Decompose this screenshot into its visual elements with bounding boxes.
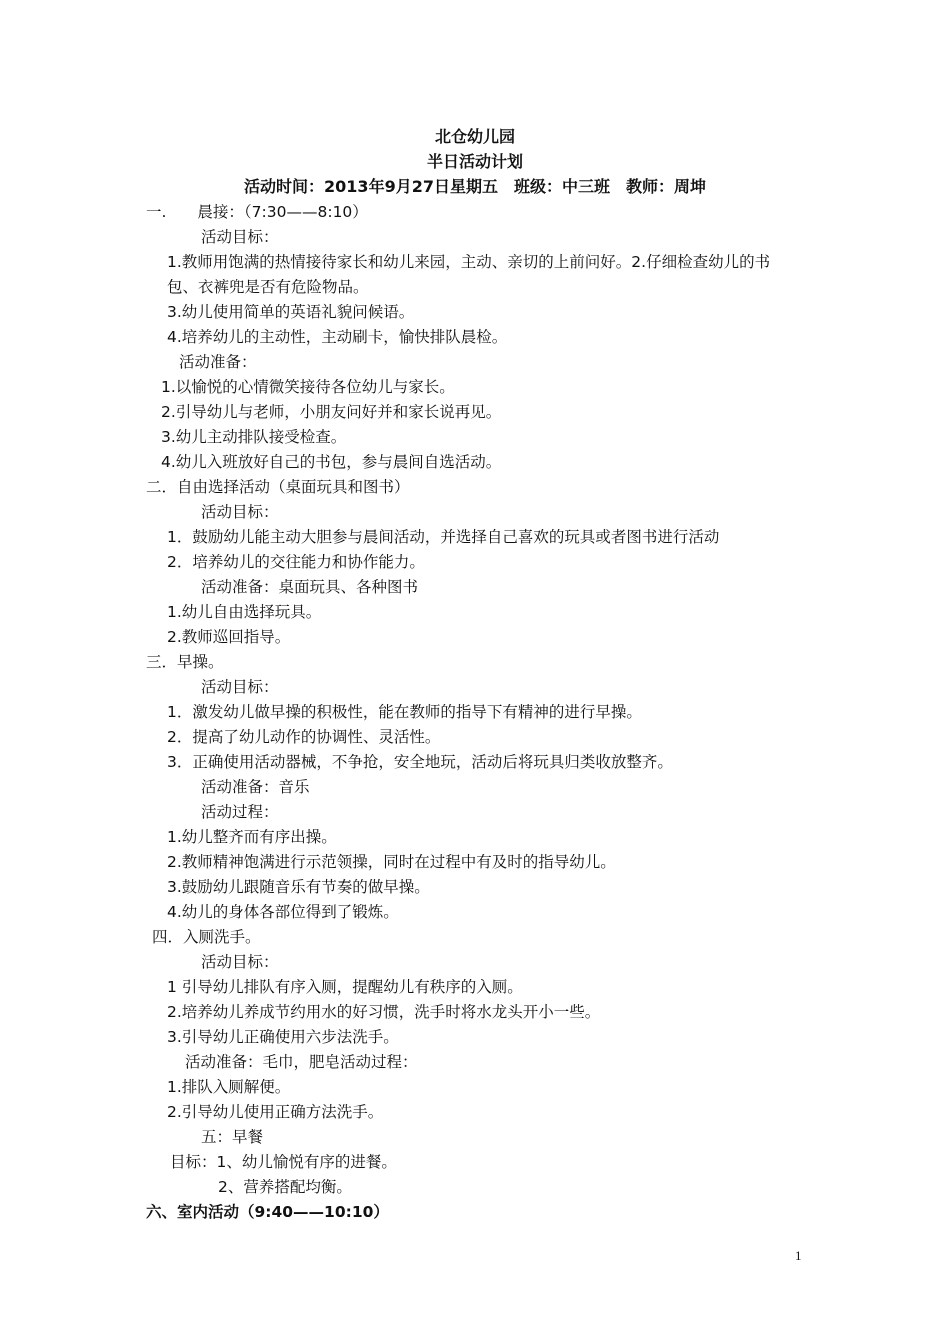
activity-meta: 活动时间：2013年9月27日星期五 班级：中三班 教师：周坤 (244, 177, 706, 196)
subheading-process: 活动过程： (201, 803, 279, 821)
section-heading-6: 六、室内活动（9:40——10:10） (146, 1203, 389, 1221)
section-heading-4: 四．入厕洗手。 (152, 928, 261, 946)
list-item: 1.教师用饱满的热情接待家长和幼儿来园，主动、亲切的上前问好。2.仔细检查幼儿的书 (167, 253, 771, 271)
list-item: 2．提高了幼儿动作的协调性、灵活性。 (167, 728, 441, 746)
list-item: 1．激发幼儿做早操的积极性，能在教师的指导下有精神的进行早操。 (167, 703, 642, 721)
goal-line: 2、营养搭配均衡。 (218, 1178, 352, 1196)
list-item: 1 引导幼儿排队有序入厕，提醒幼儿有秩序的入厕。 (167, 978, 523, 996)
list-item: 1．鼓励幼儿能主动大胆参与晨间活动，并选择自己喜欢的玩具或者图书进行活动 (167, 528, 720, 546)
list-item: 2.引导幼儿使用正确方法洗手。 (167, 1103, 384, 1121)
section-heading-3: 三．早操。 (146, 653, 224, 671)
goal-line: 目标：1、幼儿愉悦有序的进餐。 (170, 1153, 397, 1171)
list-item: 3.幼儿主动排队接受检查。 (161, 428, 347, 446)
list-item: 1.排队入厕解便。 (167, 1078, 291, 1096)
list-item: 3．正确使用活动器械，不争抢，安全地玩，活动后将玩具归类收放整齐。 (167, 753, 673, 771)
list-item: 包、衣裤兜是否有危险物品。 (167, 278, 369, 296)
section-heading-1: 一. 晨接：（7:30——8:10） (146, 203, 368, 221)
list-item: 4.幼儿入班放好自己的书包，参与晨间自选活动。 (161, 453, 502, 471)
subheading-prep: 活动准备： (179, 353, 257, 371)
list-item: 2.教师精神饱满进行示范领操，同时在过程中有及时的指导幼儿。 (167, 853, 616, 871)
section-heading-2: 二．自由选择活动（桌面玩具和图书） (146, 478, 410, 496)
plan-title: 半日活动计划 (426, 152, 523, 171)
subheading-goals: 活动目标： (201, 678, 279, 696)
section-heading-5: 五：早餐 (201, 1128, 264, 1146)
list-item: 2.培养幼儿养成节约用水的好习惯，洗手时将水龙头开小一些。 (167, 1003, 601, 1021)
subheading-goals: 活动目标： (201, 503, 279, 521)
list-item: 3.幼儿使用简单的英语礼貌问候语。 (167, 303, 415, 321)
list-item: 1.以愉悦的心情微笑接待各位幼儿与家长。 (161, 378, 455, 396)
list-item: 3.引导幼儿正确使用六步法洗手。 (167, 1028, 399, 1046)
school-name: 北仓幼儿园 (434, 127, 515, 146)
page-number: 1 (795, 1248, 802, 1263)
subheading-prep: 活动准备：桌面玩具、各种图书 (201, 578, 419, 596)
list-item: 2．培养幼儿的交往能力和协作能力。 (167, 553, 425, 571)
list-item: 4.培养幼儿的主动性，主动刷卡，愉快排队晨检。 (167, 328, 508, 346)
list-item: 2.教师巡回指导。 (167, 628, 291, 646)
list-item: 4.幼儿的身体各部位得到了锻炼。 (167, 903, 399, 921)
subheading-goals: 活动目标： (201, 228, 279, 246)
subheading-prep: 活动准备：毛巾，肥皂活动过程： (185, 1053, 418, 1071)
list-item: 1.幼儿整齐而有序出操。 (167, 828, 337, 846)
list-item: 3.鼓励幼儿跟随音乐有节奏的做早操。 (167, 878, 430, 896)
subheading-prep: 活动准备：音乐 (201, 778, 310, 796)
list-item: 1.幼儿自由选择玩具。 (167, 603, 322, 621)
subheading-goals: 活动目标： (201, 953, 279, 971)
list-item: 2.引导幼儿与老师，小朋友问好并和家长说再见。 (161, 403, 502, 421)
